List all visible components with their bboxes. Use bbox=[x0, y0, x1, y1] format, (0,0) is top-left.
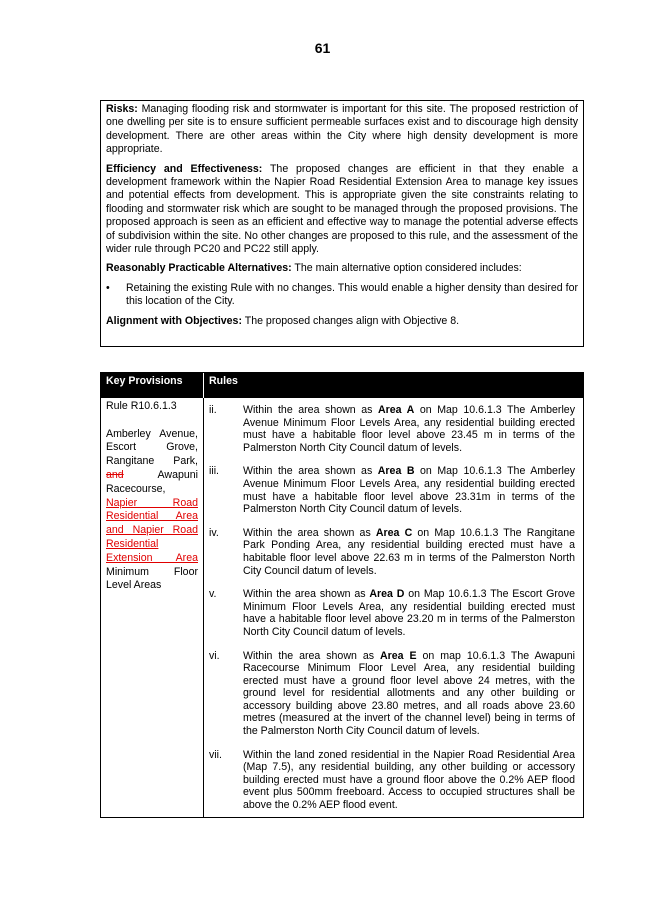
provision-line: Rangitane Park, bbox=[106, 455, 198, 468]
bullet-icon: • bbox=[106, 281, 110, 294]
rule-item bbox=[209, 465, 575, 515]
risks-label: Risks: bbox=[106, 103, 138, 115]
rules-cell bbox=[204, 398, 583, 817]
deleted-text: and bbox=[106, 468, 124, 481]
table-header bbox=[101, 373, 583, 398]
rule-number: iv. bbox=[209, 526, 219, 539]
inserted-text-block bbox=[106, 497, 198, 594]
area-label: Area E bbox=[379, 649, 417, 662]
provision-rule-id: Rule R10.6.1.3 bbox=[106, 400, 177, 412]
area-label: Area A bbox=[377, 404, 415, 416]
rule-text: Within the area shown as Area C on Map 10.6.1.3 The Rangitane Park Ponding Area, any residential building erected must have a habitable floor level above 22.63 m in terms of the Palmerston North City Council datum of levels. bbox=[243, 526, 576, 577]
provision-line: Escort Grove, bbox=[106, 441, 198, 454]
rule-item bbox=[209, 404, 575, 454]
page-number: 61 bbox=[314, 40, 331, 56]
risks-paragraph bbox=[106, 103, 578, 157]
alternatives-text: The main alternative option considered includes: bbox=[291, 262, 522, 275]
efficiency-text: The proposed changes are efficient in that they enable a development framework within the Napier Road Residential Extension Area to manage key issues and potential effects from development. This is appropriate given the site constraints relating to flooding and stormwater risk which are sought to be managed through the proposed provisions. The proposed approach is seen as an efficient and effective way to manage the potential adverse effects of subdivision within the site. No other changes are proposed to this rule, and the assessment of the wider rule through PC20 and PC22 still apply. bbox=[106, 162, 578, 256]
area-label: Area D bbox=[369, 588, 405, 601]
rule-item bbox=[209, 588, 575, 638]
alignment-text: The proposed changes align with Objective 8. bbox=[241, 314, 460, 327]
bullet-text: Retaining the existing Rule with no changes. This would enable a higher density than desired for this location of the City. bbox=[126, 281, 578, 308]
rule-number: vi. bbox=[209, 649, 220, 662]
alignment-label: Alignment with Objectives: bbox=[106, 314, 242, 327]
rule-text: Within the area shown as Area B on Map 10.6.1.3 The Amberley Avenue Minimum Floor Levels Area, any residential building erected must have a habitable floor level above 23.31m in terms of the Palmerston North City Council datum of levels. bbox=[243, 465, 576, 516]
rule-number: iii. bbox=[209, 465, 220, 478]
rule-text: Within the area shown as Area D on Map 10.6.1.3 The Escort Grove Minimum Floor Levels Area, any residential building erected must have a habitable floor level above 23.20 m in terms of the Palmerston North City Council datum of levels. bbox=[243, 588, 576, 638]
provision-cell bbox=[101, 398, 204, 817]
provision-line-rest: Awapuni bbox=[123, 468, 198, 481]
alternatives-paragraph bbox=[106, 262, 578, 275]
header-rules: Rules bbox=[209, 375, 238, 387]
rule-number: v. bbox=[209, 588, 217, 601]
rule-item bbox=[209, 749, 575, 812]
area-label: Area B bbox=[377, 465, 415, 478]
rule-item bbox=[209, 650, 575, 738]
efficiency-paragraph bbox=[106, 163, 578, 257]
rule-number: ii. bbox=[209, 404, 217, 416]
rule-number: vii. bbox=[209, 748, 222, 761]
alternative-bullet bbox=[106, 282, 578, 309]
rule-text: Within the area shown as Area A on Map 10.6.1.3 The Amberley Avenue Minimum Floor Levels Area, any residential building erected must have a habitable floor level above 23.45 m in terms of the Palmerston North City Council datum of levels. bbox=[243, 404, 576, 454]
rule-item bbox=[209, 527, 575, 577]
provision-line-end: Minimum Floor Level Areas bbox=[106, 565, 198, 592]
rule-text: Within the land zoned residential in the Napier Road Residential Area (Map 7.5), any residential building, any other building or accessory building erected must have a ground floor above the 0.2% AEP flood event plus 500mm freeboard. Access to occupied structures shall be above the 0.2% AEP flood event. bbox=[243, 748, 575, 812]
provision-line: Racecourse, bbox=[106, 482, 166, 495]
area-label: Area C bbox=[375, 526, 413, 539]
provisions-table bbox=[100, 372, 584, 818]
rule-text: Within the area shown as Area E on map 10.6.1.3 The Awapuni Racecourse Minimum Floor Level Area, any residential building erected must have a ground floor level above 24 metres, with the ground level for residential allotments and any other building or accessory building above 23.80 metres, and all roads above 23.60 metres (measured at the invert of the channel level) being in terms of the Palmerston North City Council datum of levels. bbox=[243, 649, 575, 738]
efficiency-label: Efficiency and Effectiveness: bbox=[106, 162, 263, 175]
table-body bbox=[101, 398, 583, 817]
provision-line: Amberley Avenue, bbox=[106, 427, 198, 440]
alternatives-label: Reasonably Practicable Alternatives: bbox=[106, 262, 292, 275]
alignment-paragraph bbox=[106, 315, 578, 328]
inserted-text: Napier Road Residential Area and Napier Road Residential Extension Area bbox=[106, 496, 198, 564]
provision-line bbox=[106, 469, 198, 483]
risks-text: Managing flooding risk and stormwater is important for this site. The proposed restriction of one dwelling per site is to ensure sufficient permeable surfaces exist and to discourage high density development. There are other areas within the City where high density development is more appropriate. bbox=[106, 103, 578, 156]
header-key-provisions: Key Provisions bbox=[101, 373, 204, 398]
assessment-box bbox=[100, 100, 584, 347]
